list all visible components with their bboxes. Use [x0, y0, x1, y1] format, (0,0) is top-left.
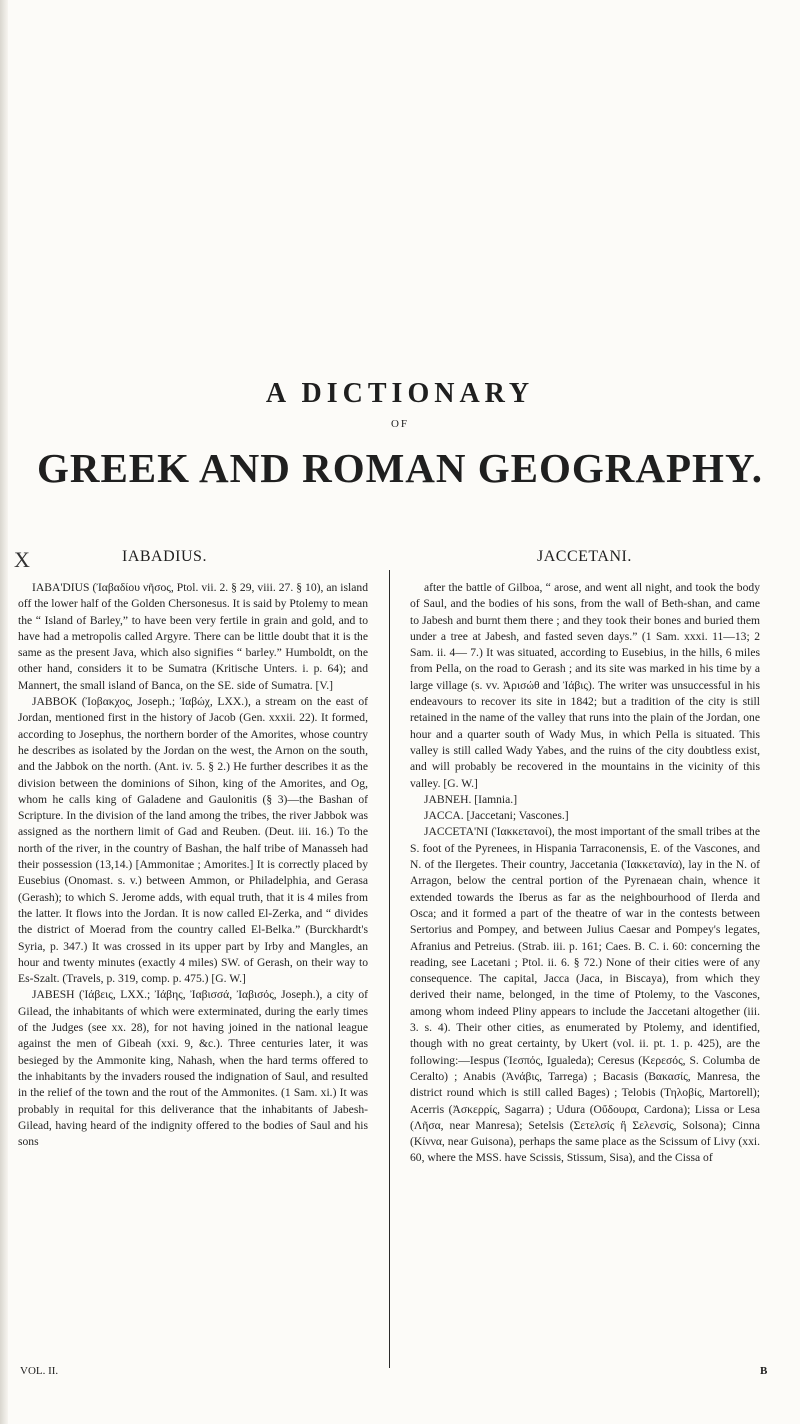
signature-mark: B [760, 1365, 768, 1377]
entry-iabadius: IABA'DIUS (Ἰαβαδίου νῆσος, Ptol. vii. 2. § 29, viii. 27. § 10), an island off the lower half of the Golden Chersonesus. It is said by Ptolemy to mean the “ Island of Barley,” to have been very fertile in grain and gold, and to have had a metropolis called Argyre. There can be little doubt that it is the same as the present Java, which also signifies “ barley.” Humboldt, on the other hand, considers it to be Sumatra (Kritische Unters. i. p. 64); and Mannert, the small island of Banca, on the SE. side of Sumatra. [V.] [18, 581, 368, 692]
right-column [410, 580, 760, 1370]
entry-jabneh: JABNEH. [Iamnia.] [424, 792, 518, 806]
book-subtitle: GREEK AND ROMAN GEOGRAPHY. [36, 445, 764, 491]
running-head-left: IABADIUS. [122, 548, 207, 565]
book-title-of: OF [390, 418, 410, 430]
entry-jabesh-continued: after the battle of Gilboa, “ arose, and went all night, and took the body of Saul, and the bodies of his sons, from the wall of Beth-shan, and came to Jabesh and burnt them there ; and they took their bones and buried them under a tree at Jabesh, and fasted seven days.” (1 Sam. xxxi. 11—13; 2 Sam. ii. 4— 7.) It was situated, according to Eusebius, in the hills, 6 miles from Pella, on the road to Gerash ; and its site was marked in his time by a large village (s. vv. Ἀρισώθ and Ἰάβις). The writer was unsuccessful in his endeavours to recover its site in 1842; but a tradition of the city is still retained in the name of the valley that runs into the plain of the Jordan, one hour and a quarter south of Wady Mus, in which Pella is situated. This valley is still called Wady Yabes, and the ruins of the city doubtless exist, and will probably be recovered in the mountains in the vicinity of this valley. [G. W.] [410, 581, 760, 790]
left-column [18, 580, 368, 1370]
entry-jabbok: JABBOK (Ἰοβακχος, Joseph.; Ἰαβώχ, LXX.), a stream on the east of Jordan, mentioned first in the history of Jacob (Gen. xxxii. 22). It formed, according to Josephus, the northern border of the Amorites, whose country he describes as isolated by the Jordan on the west, the Arnon on the south, and the Jabbok on the north. (Ant. iv. 5. § 2.) He further describes it as the division between the dominions of Sihon, king of the Amorites, and Og, whom he calls king of Galadene and Gaulonitis (§ 3)—the Bashan of Scripture. In the division of the land among the tribes, the river Jabbok was assigned as the northern limit of Gad and Reuben. (Deut. iii. 16.) To the north of the river, in the country of Bashan, the half tribe of Manasseh had their possession (13,14.) [Ammonitae ; Amorites.] It is correctly placed by Eusebius (Onomast. s. v.) between Ammon, or Philadelphia, and Gerasa (Gerash); to which S. Jerome adds, with equal truth, that it is 4 miles from the latter. It flows into the Jordan. It is now called El-Zerka, and “ divides the district of Moerad from the country called El-Belka.” (Burckhardt's Syria, p. 347.) It was crossed in its upper part by Irby and Mangles, an hour and twenty minutes (exactly 4 miles) SW. of Gerash, on their way to Es-Szalt. (Travels, p. 319, comp. p. 475.) [G. W.] [18, 695, 368, 986]
column-divider [389, 570, 390, 1368]
page-mark: X [14, 547, 30, 572]
entry-jaccetani: JACCETA'NI (Ἰακκετανοί), the most important of the small tribes at the S. foot of the Pyrenees, in Hispania Tarraconensis, E. of the Vascones, and N. of the Ilergetes. Their country, Jaccetania (Ἰακκετανία), lay in the N. of Arragon, below the central portion of the Pyrenaean chain, whence it extended towards the Iberus as far as the neighbourhood of Ilerda and Osca; and it formed a part of the theatre of war in the contests between Sertorius and Pompey, and between Julius Caesar and Pompey's legates, Afranius and Petreius. (Strab. iii. p. 161; Caes. B. C. i. 60: concerning the reading, see Lacetani ; Ptol. ii. 6. § 72.) None of their cities were of any consequence. The capital, Jacca (Jaca, in Biscaya), from which they derived their name, belonged, in the time of Ptolemy, to the Vascones, among whom indeed Pliny appears to include the Jaccetani altogether (iii. 3. s. 4). Their other cities, as enumerated by Ptolemy, and identified, though with no great certainty, by Ukert (vol. ii. pt. 1. p. 425), are the following:—Iespus (Ἰεσπός, Igualeda); Ceresus (Κερεσός, S. Columba de Ceralto) ; Anabis (Ἀνάβις, Tarrega) ; Bacasis (Βακασίς, Manresa, the district round which is still called Bages) ; Telobis (Τηλοβίς, Martorell); Acerris (Ἀσκερρίς, Sagarra) ; Udura (Οὔδουρα, Cardona); Lissa or Lesa (Λῆσα, near Manresa); Setelsis (Σετελσίς ἢ Σελενσίς, Solsona); Cinna (Κίννα, near Guisona), perhaps the same place as the Scissum of Livy (xxi. 60, where the MSS. have Scissis, Stissum, Sisa), and the Cissa of [410, 825, 760, 1165]
entry-jabesh: JABESH (Ἰάβεις, LXX.; Ἰάβης, Ἰαβισσά, Ἰαβισός, Joseph.), a city of Gilead, the inhabitants of which were exterminated, during the early times of the Judges (see xx. 28), for not having joined in the national league against the men of Gibeah (xxi. 9, &c.). Three centuries later, it was besieged by the Ammonite king, Nahash, when the hard terms offered to the inhabitants by the invaders roused the indignation of Saul, and resulted in the relief of the town and the rout of the Ammonites. (1 Sam. xi.) It was probably in requital for this deliverance that the inhabitants of Jabesh-Gilead, having heard of the indignity offered to the bodies of Saul and his sons [18, 988, 368, 1149]
page-binding-shadow [0, 0, 8, 1424]
volume-label: VOL. II. [20, 1365, 59, 1377]
running-head-right: JACCETANI. [537, 548, 632, 565]
book-title: A DICTIONARY [265, 378, 535, 409]
entry-jacca: JACCA. [Jaccetani; Vascones.] [424, 809, 569, 823]
